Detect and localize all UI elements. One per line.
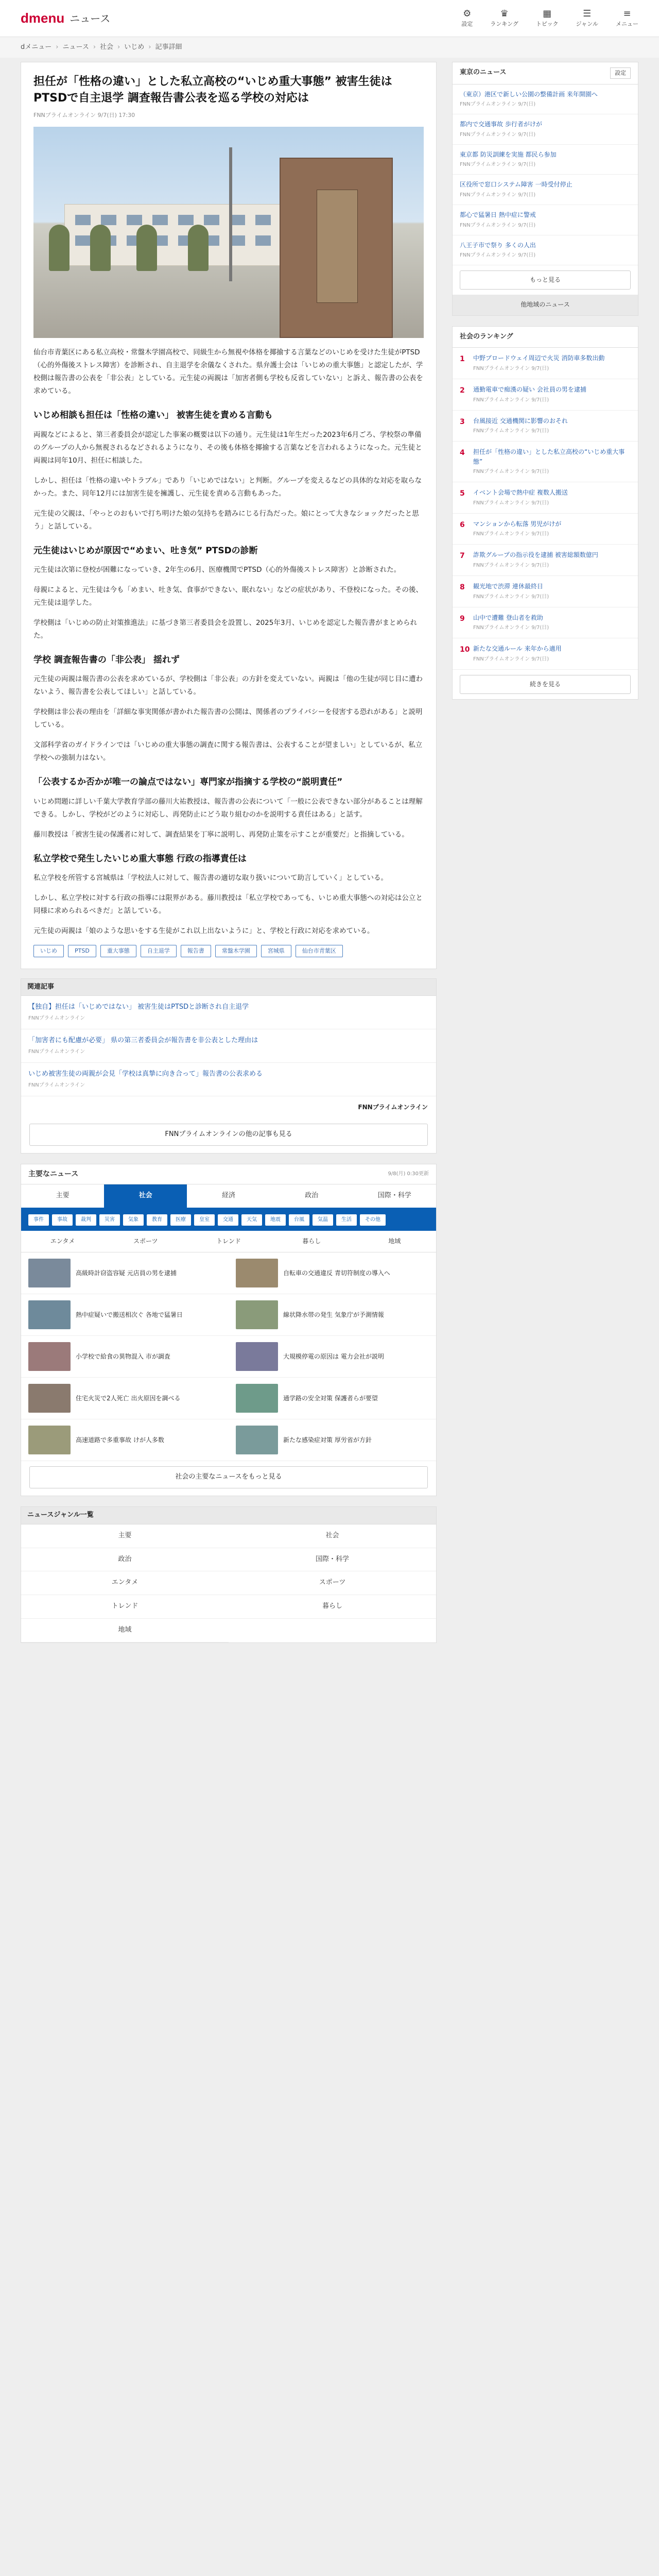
gear-icon: ⚙: [463, 8, 472, 19]
tab-politics[interactable]: 政治: [305, 1192, 319, 1200]
related-title: 関連記事: [21, 979, 436, 996]
ranking: [452, 326, 638, 700]
breadcrumb-item[interactable]: いじめ: [124, 43, 145, 51]
article-paragraph: しかし、私立学校に対する行政の指導には限界がある。藤川教授は「私立学校であっても、いじめ重大事態への対応は公立と同様に求められるべきだ」と話している。: [33, 894, 423, 916]
tag-link[interactable]: 自主退学: [141, 945, 177, 957]
site-header: [0, 0, 659, 37]
tab-economy[interactable]: 経済: [222, 1192, 236, 1200]
sub-tag[interactable]: 事故: [52, 1214, 73, 1226]
article-paragraph: 私立学校を所管する宮城県は「学校法人に対して、報告書の適切な取り扱いについて助言していく」としている。: [33, 874, 388, 883]
news-item[interactable]: 小学校で給食の異物混入 市が調査: [21, 1336, 229, 1378]
breadcrumb-item[interactable]: ニュース: [62, 43, 89, 51]
tag-link[interactable]: いじめ: [33, 945, 64, 957]
other-region-button[interactable]: 他地域のニュース: [453, 295, 638, 315]
tab-international[interactable]: 国際・科学: [377, 1192, 411, 1200]
local-news-item[interactable]: 八王子市で祭り 多くの人出 FNNプライムオンライン 9/7(日): [453, 235, 638, 266]
genre-item[interactable]: 社会: [229, 1524, 436, 1548]
breadcrumb-current: 記事詳細: [155, 43, 182, 51]
breadcrumb-item[interactable]: dメニュー: [21, 43, 52, 51]
genre-item[interactable]: 主要: [21, 1524, 229, 1548]
news-item[interactable]: 自転車の交通違反 青切符制度の導入へ: [229, 1252, 436, 1294]
ranking-item[interactable]: 7 詐欺グループの指示役を逮捕 被害総額数億円 FNNプライムオンライン 9/7(日): [453, 545, 638, 576]
list-icon: ☰: [583, 8, 592, 19]
header-nav-menu[interactable]: ≡ メニュー: [616, 8, 638, 27]
tab-main[interactable]: 主要: [56, 1192, 70, 1200]
local-news-item[interactable]: 東京都 防災訓練を実施 都民ら参加 FNNプライムオンライン 9/7(日): [453, 145, 638, 175]
genre-item[interactable]: 政治: [21, 1548, 229, 1572]
news-item[interactable]: 熱中症疑いで搬送相次ぐ 各地で猛暑日: [21, 1294, 229, 1336]
article-heading: 私立学校で発生したいじめ重大事態 行政の指導責任は: [33, 853, 247, 864]
local-news-item[interactable]: 都内で交通事故 歩行者がけが FNNプライムオンライン 9/7(日): [453, 114, 638, 145]
news-item[interactable]: 新たな感染症対策 厚労省が方針: [229, 1419, 436, 1461]
article-heading: いじめ相談も担任は「性格の違い」 被害生徒を責める言動も: [33, 410, 273, 421]
article-heading: 学校 調査報告書の「非公表」 揺れず: [33, 654, 180, 665]
news-thumbnail: [236, 1259, 278, 1287]
ranking-item[interactable]: 4 担任が「性格の違い」とした私立高校の“いじめ重大事態” FNNプライムオンライン 9/7(日): [453, 442, 638, 482]
genre-item[interactable]: 国際・科学: [229, 1548, 436, 1572]
news-thumbnail: [236, 1300, 278, 1329]
tab-society[interactable]: 社会: [104, 1184, 187, 1208]
header-nav-settings[interactable]: ⚙ 設定: [461, 8, 473, 27]
section-name[interactable]: ニュース: [70, 12, 111, 25]
article-paragraph: いじめ問題に詳しい千葉大学教育学部の藤川大祐教授は、報告書の公表について「一般に公表できない部分があることは理解できる。しかし、学校がどのように対応し、再発防止にどう取り組むのかを説明する責任はある」と話す。: [33, 797, 423, 819]
major-news: [21, 1164, 437, 1496]
menu-icon: ≡: [623, 8, 631, 19]
sub-tag[interactable]: 裁判: [76, 1214, 96, 1226]
ranking-item[interactable]: 3 台風接近 交通機関に影響のおそれ FNNプライムオンライン 9/7(日): [453, 411, 638, 442]
brand-logo[interactable]: dmenu: [21, 10, 65, 26]
article-tags: [33, 945, 424, 957]
article-paragraph: 学校側は非公表の理由を「詳細な事実関係が書かれた報告書の公開は、関係者のプライバシーを侵害する恐れがある」と説明している。: [33, 708, 423, 730]
local-news-item[interactable]: 区役所で窓口システム障害 一時受付停止 FNNプライムオンライン 9/7(日): [453, 175, 638, 205]
logo[interactable]: [21, 8, 110, 29]
breadcrumb-item[interactable]: 社会: [100, 43, 114, 51]
ranking-title: 社会のランキング: [460, 332, 513, 341]
article-paragraph: しかし、担任は「性格の違いやトラブル」であり「いじめではない」と判断。グループを変えるなどの具体的な対応を取らなかった。また、同年12月には加害生徒を擁護し、元生徒を責める言動もあった。: [33, 476, 422, 498]
ranking-more-button[interactable]: 続きを見る: [460, 675, 631, 694]
news-thumbnail: [28, 1426, 71, 1454]
genre-item[interactable]: エンタメ: [21, 1571, 229, 1595]
header-nav: [461, 8, 638, 29]
local-settings-button[interactable]: 設定: [610, 67, 631, 79]
ranking-item[interactable]: 8 観光地で渋滞 連休最終日 FNNプライムオンライン 9/7(日): [453, 576, 638, 607]
sub-tag[interactable]: 医療: [170, 1214, 191, 1226]
article-paragraph: 学校側は「いじめの防止対策推進法」に基づき第三者委員会を設置し、2025年3月、いじめを認定した報告書がまとめられた。: [33, 618, 417, 640]
tab-entertainment[interactable]: エンタメ: [50, 1237, 75, 1245]
tag-link[interactable]: 宮城県: [261, 945, 291, 957]
tag-link[interactable]: 重大事態: [100, 945, 136, 957]
more-major-news-button[interactable]: 社会の主要なニュースをもっと見る: [29, 1466, 428, 1488]
article-heading: 元生徒はいじめが原因で“めまい、吐き気” PTSDの診断: [33, 545, 258, 556]
tab-life[interactable]: 暮らし: [302, 1237, 321, 1245]
article-meta: FNNプライムオンライン 9/7(日) 17:30: [33, 111, 135, 118]
sub-tag[interactable]: 地震: [265, 1214, 286, 1226]
crown-icon: ♛: [500, 8, 509, 19]
news-item[interactable]: 通学路の安全対策 保護者らが要望: [229, 1378, 436, 1419]
article-paragraph: 藤川教授は「被害生徒の保護者に対して、調査結果を丁寧に説明し、再発防止策を示すことが重要だ」と指摘している。: [33, 830, 409, 839]
sub-tag[interactable]: 交通: [218, 1214, 238, 1226]
related-articles: [21, 978, 437, 1154]
article-paragraph: 両親などによると、第三者委員会が認定した事案の概要は以下の通り。元生徒は1年生だった2023年6月ごろ、学校祭の準備のグループの人から無視されるなどされるようになり、その後も体格を揶揄する言葉などを言われるようになった。元生徒と両親は同年10月、担任に相談した。: [33, 430, 422, 465]
genre-item[interactable]: トレンド: [21, 1595, 229, 1619]
tab-trend[interactable]: トレンド: [216, 1237, 241, 1245]
sidebar: [452, 62, 638, 1643]
sub-tag[interactable]: 気象: [123, 1214, 144, 1226]
sub-tag[interactable]: 生活: [336, 1214, 357, 1226]
sub-tag[interactable]: 天気: [241, 1214, 262, 1226]
tag-link[interactable]: 仙台市青葉区: [296, 945, 343, 957]
local-more-button[interactable]: もっと見る: [460, 270, 631, 290]
sub-tags: [21, 1209, 436, 1231]
news-thumbnail: [236, 1342, 278, 1371]
ranking-item[interactable]: 10 新たな交通ルール 来年から適用 FNNプライムオンライン 9/7(日): [453, 638, 638, 670]
article-paragraph: 元生徒は次第に登校が困難になっていき、2年生の6月、医療機関でPTSD（心的外傷後ストレス障害）と診断された。: [33, 566, 401, 574]
genre-item[interactable]: 暮らし: [229, 1595, 436, 1619]
major-news-title: 主要なニュース: [28, 1170, 79, 1178]
grid-icon: ▦: [543, 8, 552, 19]
breadcrumb: dメニュー › ニュース › 社会 › いじめ › 記事詳細: [0, 37, 659, 58]
more-publisher-button[interactable]: FNNプライムオンラインの他の記事も見る: [29, 1124, 428, 1146]
genre-item[interactable]: スポーツ: [229, 1571, 436, 1595]
article-paragraph: 元生徒の父親は、「やっとのおもいで打ち明けた娘の気持ちを踏みにじる行為だった。娘にとって大きなショックだったと思う」と話している。: [33, 509, 419, 531]
tab-region[interactable]: 地域: [388, 1237, 401, 1245]
sub-tag[interactable]: 台風: [289, 1214, 309, 1226]
local-news-title: 東京のニュース: [460, 69, 507, 77]
sub-tag[interactable]: 災害: [99, 1214, 120, 1226]
article-photo: [33, 127, 424, 338]
ranking-item[interactable]: 9 山中で遭難 登山者を救助 FNNプライムオンライン 9/7(日): [453, 607, 638, 639]
related-item[interactable]: 「加害者にも配慮が必要」 県の第三者委員会が報告書を非公表とした理由は FNNプライムオンライン: [21, 1029, 436, 1063]
news-grid: [21, 1252, 436, 1461]
article-heading: 「公表するか否かが唯一の論点ではない」専門家が指摘する学校の“説明責任”: [33, 777, 343, 788]
related-item[interactable]: いじめ被害生徒の両親が会見「学校は真摯に向き合って」報告書の公表求める FNNプライムオンライン: [21, 1063, 436, 1096]
news-item[interactable]: 大規模停電の原因は 電力会社が説明: [229, 1336, 436, 1378]
article-paragraph: 文部科学省のガイドラインでは「いじめの重大事態の調査に関する報告書は、公表することが望ましい」としているが、私立学校への強制力はない。: [33, 741, 423, 762]
news-thumbnail: [28, 1259, 71, 1287]
news-thumbnail: [28, 1300, 71, 1329]
news-thumbnail: [28, 1342, 71, 1371]
related-item[interactable]: 【独自】担任は「いじめではない」 被害生徒はPTSDと診断され自主退学 FNNプライムオンライン: [21, 996, 436, 1029]
article: [21, 62, 437, 969]
sub-tag[interactable]: その他: [360, 1214, 386, 1226]
news-item[interactable]: 高級時計窃盗容疑 元店員の男を逮捕: [21, 1252, 229, 1294]
major-tabs: [21, 1184, 436, 1209]
sub-tag[interactable]: 事件: [28, 1214, 49, 1226]
ranking-item[interactable]: 5 イベント会場で熱中症 複数人搬送 FNNプライムオンライン 9/7(日): [453, 482, 638, 514]
ranking-item[interactable]: 1 中野ブロードウェイ周辺で火災 消防車多数出動 FNNプライムオンライン 9/7(日): [453, 348, 638, 379]
header-nav-topic[interactable]: ▦ トピック: [535, 8, 559, 27]
news-item[interactable]: 線状降水帯の発生 気象庁が予測情報: [229, 1294, 436, 1336]
news-thumbnail: [236, 1384, 278, 1413]
genre-item[interactable]: 地域: [21, 1619, 229, 1642]
school-gate: [280, 158, 393, 338]
ranking-item[interactable]: 6 マンションから転落 男児がけが FNNプライムオンライン 9/7(日): [453, 514, 638, 545]
update-time: 9/8(月) 0:30更新: [388, 1171, 429, 1177]
tag-link[interactable]: 常盤木学園: [215, 945, 257, 957]
local-news-item[interactable]: 都心で猛暑日 熱中症に警戒 FNNプライムオンライン 9/7(日): [453, 205, 638, 235]
article-body: [33, 346, 424, 938]
genre-list: [21, 1506, 437, 1643]
article-paragraph: 母親によると、元生徒は今も「めまい、吐き気、食事ができない、眠れない」などの症状があり、不登校になった。その後、元生徒は退学した。: [33, 586, 423, 607]
local-news: [452, 62, 638, 316]
news-thumbnail: [236, 1426, 278, 1454]
publisher-logo: FNNプライムオンライン: [358, 1103, 428, 1111]
secondary-tabs: [21, 1231, 436, 1252]
tag-link[interactable]: PTSD: [68, 945, 96, 957]
local-news-item[interactable]: （東京）港区で新しい公園の整備計画 来年開園へ FNNプライムオンライン 9/7(日): [453, 84, 638, 115]
header-nav-genre[interactable]: ☰ ジャンル: [576, 8, 598, 27]
sub-tag[interactable]: 気温: [313, 1214, 333, 1226]
article-paragraph: 元生徒の両親は「娘のような思いをする生徒がこれ以上出ないように」と、学校と行政に対応を求めている。: [33, 927, 374, 935]
sub-tag[interactable]: 教育: [147, 1214, 167, 1226]
article-title: 担任が「性格の違い」とした私立高校の“いじめ重大事態” 被害生徒はPTSDで自主退学 調査報告書公表を巡る学校の対応は: [33, 75, 392, 105]
news-thumbnail: [28, 1384, 71, 1413]
news-item[interactable]: 住宅火災で2人死亡 出火原因を調べる: [21, 1378, 229, 1419]
sub-tag[interactable]: 皇室: [194, 1214, 215, 1226]
ranking-item[interactable]: 2 通勤電車で痴漢の疑い 会社員の男を逮捕 FNNプライムオンライン 9/7(日): [453, 379, 638, 411]
genre-title: ニュースジャンル一覧: [21, 1507, 436, 1524]
main-column: [21, 62, 437, 1643]
tab-sports[interactable]: スポーツ: [133, 1237, 158, 1245]
header-nav-ranking[interactable]: ♛ ランキング: [490, 8, 518, 27]
news-item[interactable]: 高速道路で多重事故 けが人多数: [21, 1419, 229, 1461]
article-paragraph: 仙台市青葉区にある私立高校・常盤木学園高校で、同級生から無視や体格を揶揄する言葉などのいじめを受けた生徒がPTSD（心的外傷後ストレス障害）を診断され、自主退学を余儀なくされた。県弁護士会は「いじめの重大事態」と認定したが、学校側は報告書の公表を「非公表」としている。元生徒の両親は「加害者側も学校も反省していない」と訴え、報告書の公表を求めている。: [33, 348, 423, 396]
tag-link[interactable]: 報告書: [181, 945, 211, 957]
article-paragraph: 元生徒の両親は報告書の公表を求めているが、学校側は「非公表」の方針を変えていない。両親は「他の生徒が同じ目に遭わないよう、報告書を公表してほしい」と話している。: [33, 675, 423, 697]
